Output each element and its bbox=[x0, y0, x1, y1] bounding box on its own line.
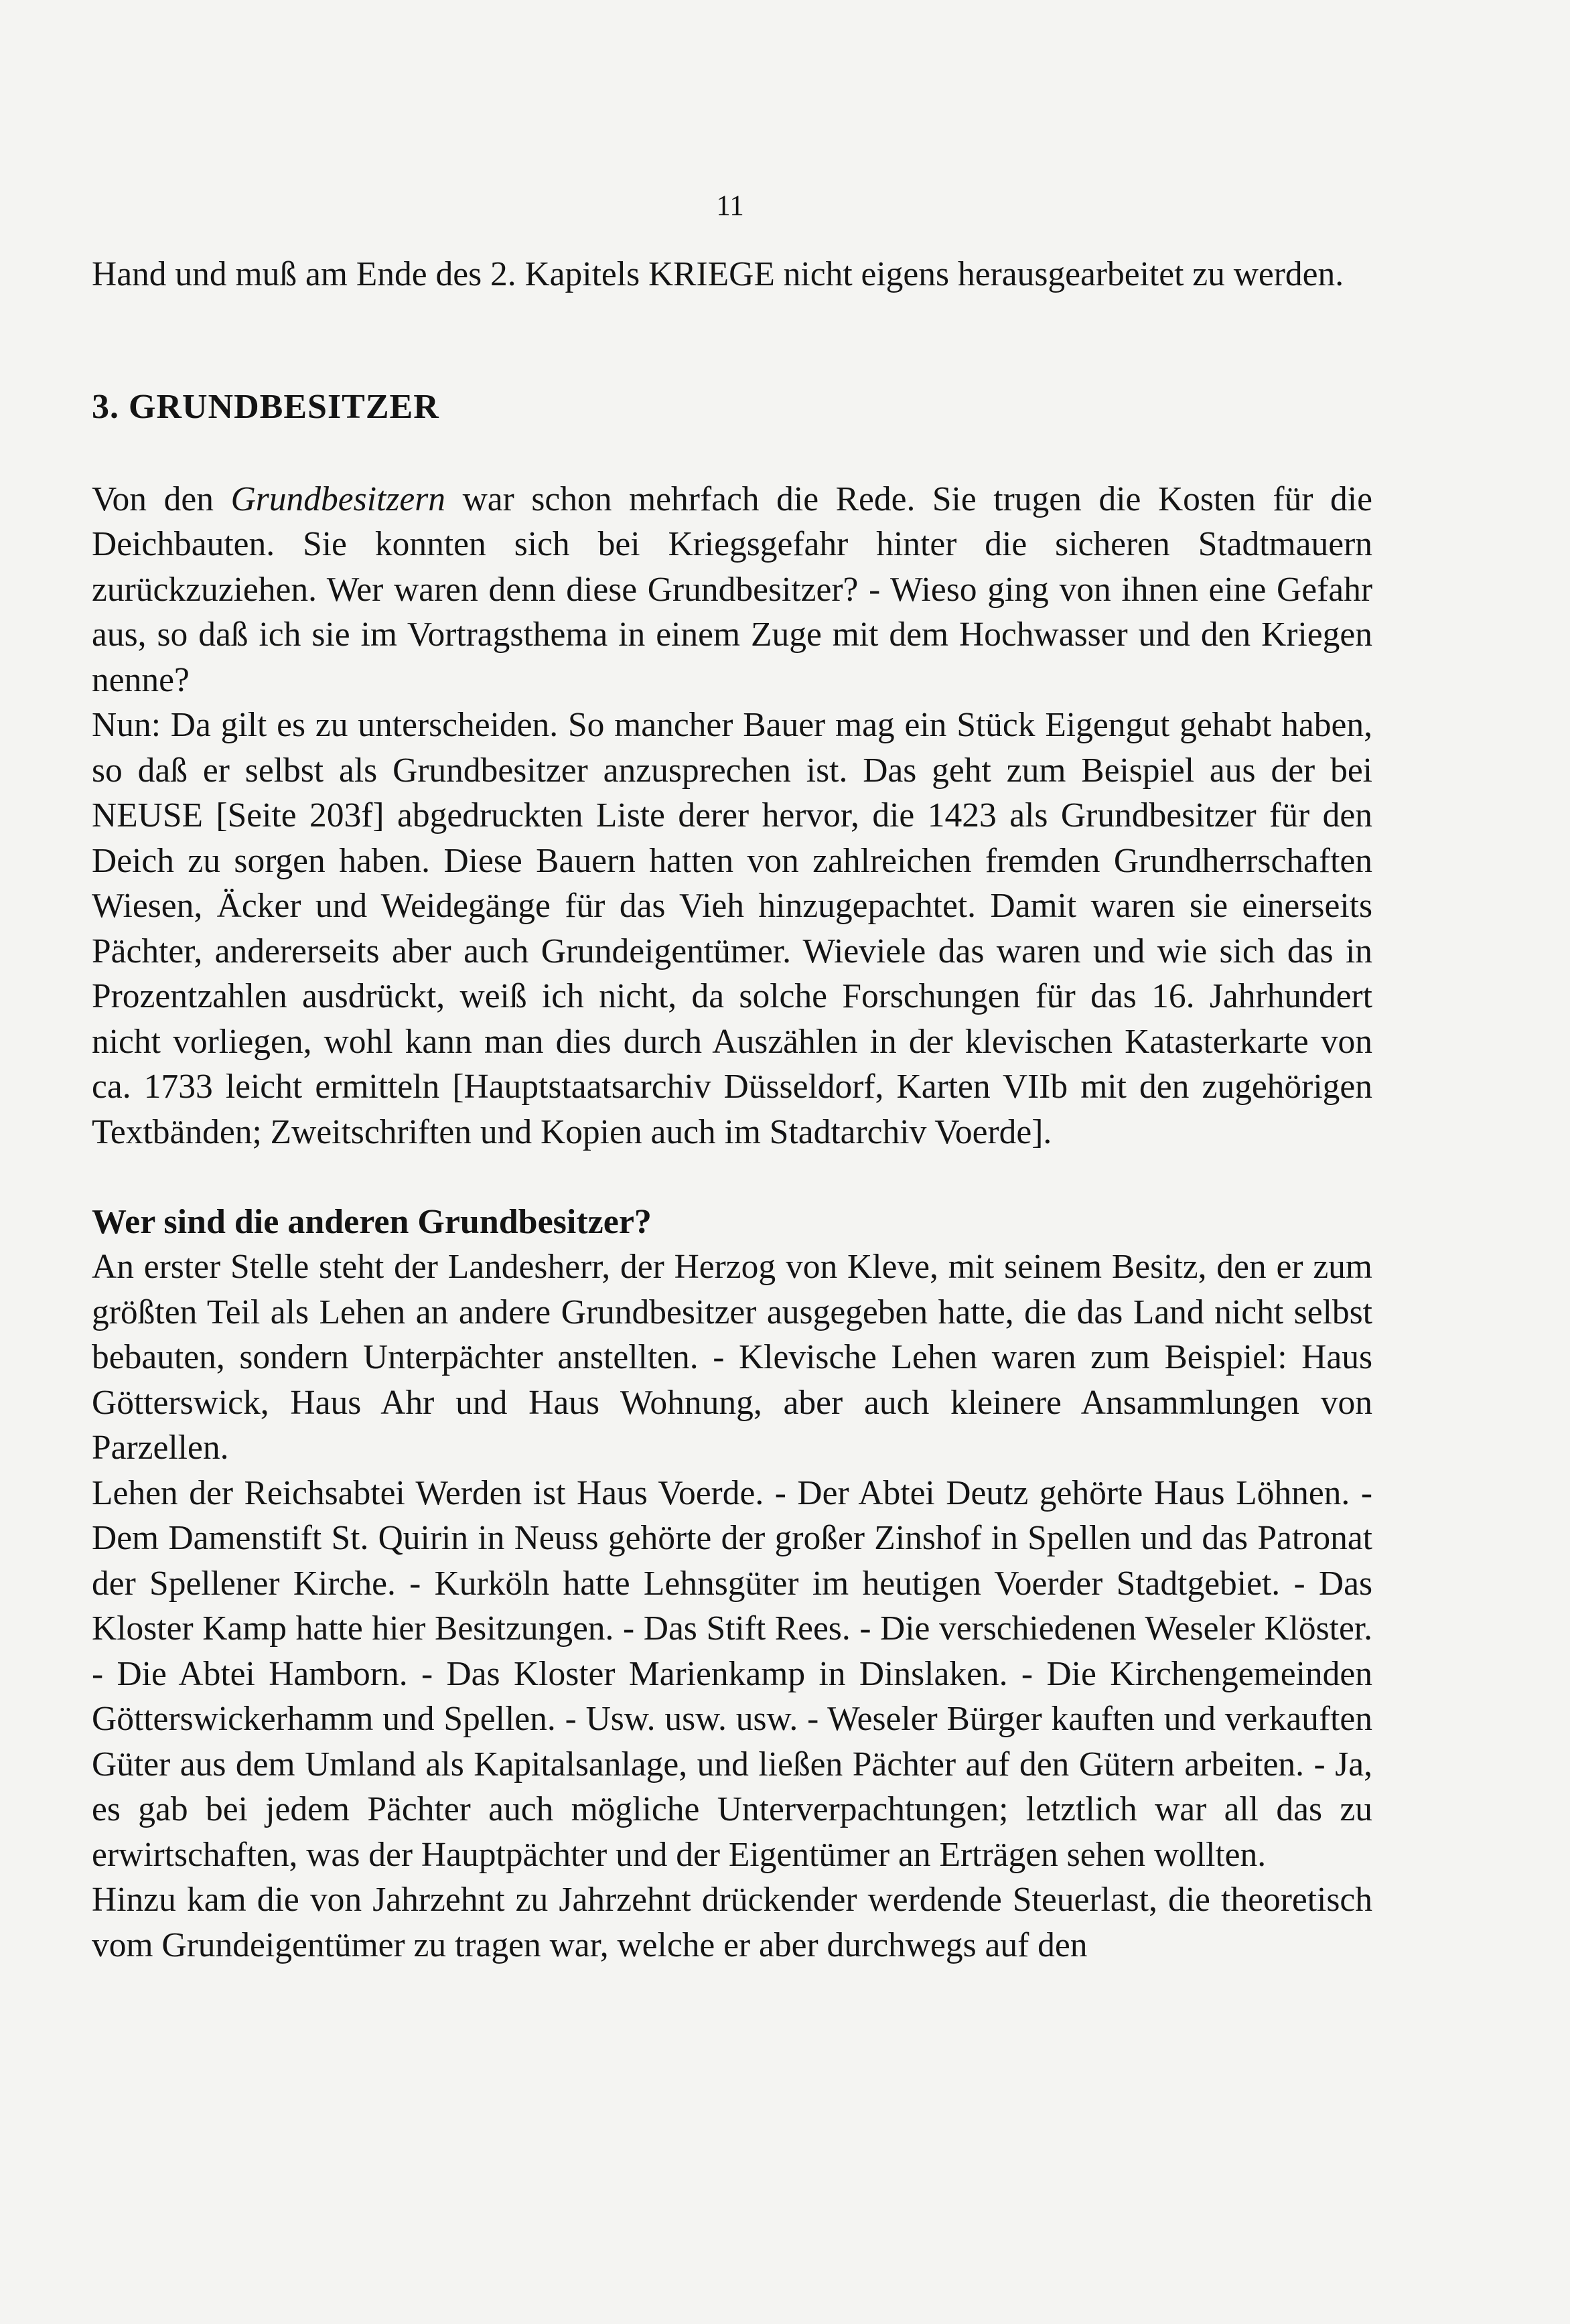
page-number: 11 bbox=[716, 190, 744, 222]
page-content bbox=[92, 252, 1372, 1968]
paragraph-lehen: Lehen der Reichsabtei Werden ist Haus Voerde. - Der Abtei Deutz gehörte Haus Löhnen. - Dem Damenstift St. Quirin in Neuss gehörte der großer Zinshof in Spellen und das Patronat der Spellener Kirche. - Kurköln hatte Lehnsgüter im heutigen Voerder Stadtgebiet. - Das Kloster Kamp hatte hier Besitzungen. - Das Stift Rees. - Die verschiedenen Weseler Klöster. - Die Abtei Hamborn. - Das Kloster Marienkamp in Dinslaken. - Die Kirchengemeinden Götterswickerhamm und Spellen. - Usw. usw. usw. - Weseler Bürger kauften und verkauften Güter aus dem Umland als Kapitalsanlage, und ließen Pächter auf den Gütern arbeiten. - Ja, es gab bei jedem Pächter auch mögliche Unterverpachtungen; letztlich war all das zu erwirtschaften, was der Hauptpächter und der Eigentümer an Erträgen sehen wollten. bbox=[92, 1473, 1372, 1874]
paragraph-grundbesitzer-intro bbox=[92, 477, 1372, 703]
intro-paragraph: Hand und muß am Ende des 2. Kapitels KRIEGE nicht eigens herausgearbeitet zu werden. bbox=[92, 255, 1344, 293]
section-heading: Wer sind die anderen Grundbesitzer? bbox=[92, 1203, 652, 1241]
paragraph-text-rest: war schon mehrfach die Rede. Sie trugen die Kosten für die Deichbauten. Sie konnten sich bei Kriegsgefahr hinter die sicheren Stadtmauern zurückzuziehen. Wer waren denn diese Grundbesitzer? - Wieso ging von ihnen eine Gefahr aus, so daß ich sie im Vortragsthema in einem Zuge mit dem Hochwasser und den Kriegen nenne? bbox=[92, 480, 1372, 699]
italic-term: Grundbesitzern bbox=[230, 480, 446, 518]
chapter-heading: 3. GRUNDBESITZER bbox=[92, 387, 439, 426]
paragraph-unterscheiden: Nun: Da gilt es zu unterscheiden. So mancher Bauer mag ein Stück Eigengut gehabt haben, so daß er selbst als Grundbesitzer anzusprechen ist. Das geht zum Beispiel aus der bei NEUSE [Seite 203f] abgedruckten Liste derer hervor, die 1423 als Grundbesitzer für den Deich zu sorgen haben. Diese Bauern hatten von zahlreichen fremden Grundherrschaften Wiesen, Äcker und Weidegänge für das Vieh hinzugepachtet. Damit waren sie einerseits Pächter, andererseits aber auch Grundeigentümer. Wieviele das waren und wie sich das in Prozentzahlen ausdrückt, weiß ich nicht, da solche Forschungen für das 16. Jahrhundert nicht vorliegen, wohl kann man dies durch Auszählen in der klevischen Katasterkarte von ca. 1733 leicht ermitteln [Hauptstaatsarchiv Düsseldorf, Karten VIIb mit den zugehörigen Textbänden; Zweitschriften und Kopien auch im Stadtarchiv Voerde]. bbox=[92, 706, 1372, 1151]
paragraph-landesherr: An erster Stelle steht der Landesherr, der Herzog von Kleve, mit seinem Besitz, den er zum größten Teil als Lehen an andere Grundbesitzer ausgegeben hatte, die das Land nicht selbst bebauten, sondern Unterpächter anstellten. - Klevische Lehen waren zum Beispiel: Haus Götterswick, Haus Ahr und Haus Wohnung, aber auch kleinere Ansammlungen von Parzellen. bbox=[92, 1248, 1372, 1467]
paragraph-text-start: Von den bbox=[92, 480, 231, 518]
paragraph-steuerlast: Hinzu kam die von Jahrzehnt zu Jahrzehnt drückender werdende Steuerlast, die theoretisch vom Grundeigentümer zu tragen war, welche er aber durchwegs auf den bbox=[92, 1881, 1372, 1964]
